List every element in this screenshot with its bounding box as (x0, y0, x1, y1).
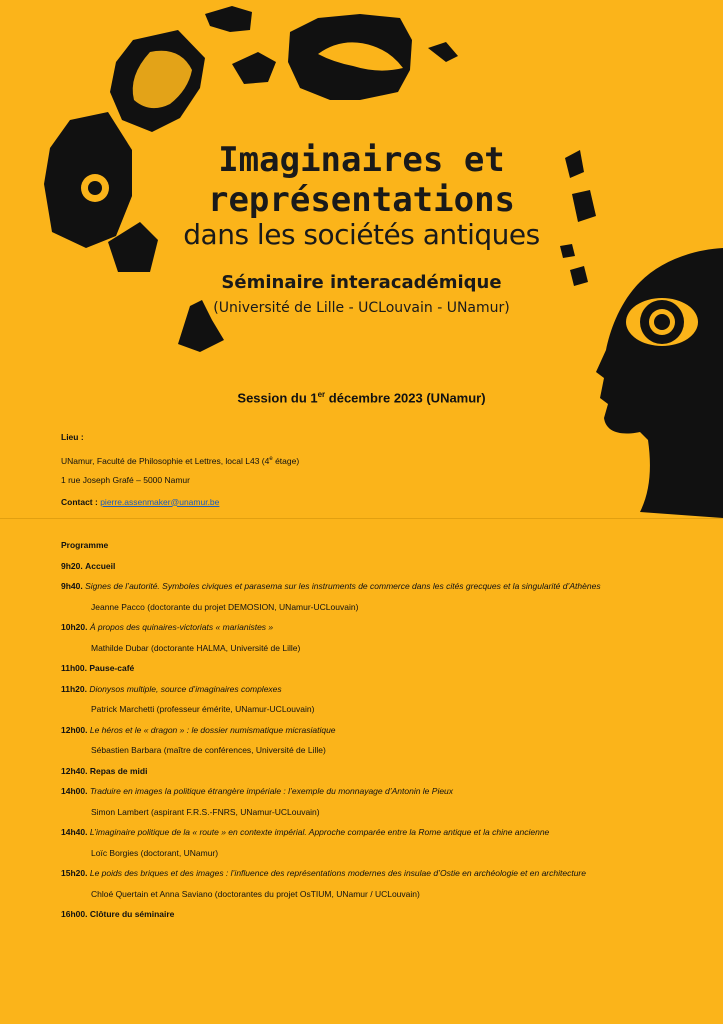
programme-time: 11h20. (61, 683, 87, 694)
programme-item (61, 786, 711, 807)
programme-speaker: Mathilde Dubar (doctorante HALMA, Université de Lille) (91, 642, 301, 653)
programme-title: Clôture du séminaire (89, 909, 175, 919)
programme-list (61, 561, 711, 930)
title-line-2: représentations (207, 180, 516, 220)
programme-speaker: Simon Lambert (aspirant F.R.S.-FNRS, UNamur-UCLouvain) (91, 806, 320, 817)
title-line-3: dans les sociétés antiques (183, 218, 540, 251)
programme-speaker: Sébastien Barbara (maître de conférences, Université de Lille) (91, 745, 326, 755)
programme-time: 15h20. (61, 868, 88, 878)
programme-time: 12h00. (61, 724, 88, 735)
programme-title: L’imaginaire politique de la « route » en contexte impérial. Approche comparée entre la Rome antique et la chine ancienne (89, 827, 550, 837)
seminar-subtitle: Séminaire interacadémique (221, 272, 502, 293)
programme-time: 14h40. (61, 827, 88, 837)
section-divider (0, 518, 723, 519)
programme-item (61, 561, 711, 582)
programme-time: 11h00. (61, 663, 87, 673)
programme-speaker: Jeanne Pacco (doctorante du projet DEMOSION, UNamur-UCLouvain) (91, 601, 359, 612)
contact-label: Contact : (61, 496, 101, 507)
pottery-sherd-2 (232, 52, 276, 84)
programme-title: Repas de midi (89, 765, 148, 776)
programme-title: Traduire en images la politique étrangère impériale : l’exemple du monnayage d’Antonin le Pieux (89, 786, 454, 796)
programme-heading: Programme (61, 540, 109, 550)
programme-item (61, 909, 711, 930)
programme-time: 10h20. (61, 622, 88, 632)
programme-title: Pause-café (89, 663, 135, 673)
programme-title: Dionysos multiple, source d’imaginaires complexes (89, 683, 282, 694)
programme-time: 16h00. (61, 909, 88, 919)
programme-time: 12h40. (61, 765, 88, 776)
pottery-sherd-3 (428, 42, 458, 62)
title-line-1: Imaginaires et (218, 140, 505, 180)
programme-item (61, 868, 711, 889)
venue-address-line-1: UNamur, Faculté de Philosophie et Lettres, local L43 (4e étage) (61, 455, 300, 466)
programme-item (61, 766, 711, 787)
programme-item (61, 725, 711, 746)
programme-speaker: Patrick Marchetti (professeur émérite, UNamur-UCLouvain) (91, 704, 315, 714)
programme-title: Le poids des briques et des images : l’influence des représentations modernes des insulae d’Ostie en archéologie et en architecture (89, 868, 586, 878)
programme-title: Le héros et le « dragon » : le dossier numismatique micrasiatique (89, 724, 336, 735)
programme-time: 9h40. (61, 581, 83, 591)
programme-title: Accueil (85, 560, 116, 571)
programme-time: 9h20. (61, 560, 83, 571)
programme-title: Signes de l’autorité. Symboles civiques et parasema sur les instruments de commerce dans les cités grecques et la singularité d’Athènes (85, 581, 601, 591)
venue-address-line-2: 1 rue Joseph Grafé – 5000 Namur (61, 475, 190, 485)
institutions-subtitle: (Université de Lille - UCLouvain - UNamur) (213, 300, 510, 316)
programme-time: 14h00. (61, 786, 88, 796)
pottery-sherd-1 (205, 6, 252, 32)
session-date: Session du 1er décembre 2023 (UNamur) (237, 390, 486, 406)
venue-block (61, 432, 299, 518)
programme-speaker: Chloé Quertain et Anna Saviano (doctorantes du projet OsTIUM, UNamur / UCLouvain) (91, 888, 420, 899)
programme-item (61, 663, 711, 684)
contact-email-link[interactable]: pierre.assenmaker@unamur.be (100, 496, 220, 507)
venue-label: Lieu : (61, 432, 84, 442)
programme (61, 540, 711, 930)
programme-title: À propos des quinaires-victoriats « marianistes » (89, 622, 274, 632)
main-title (0, 140, 723, 220)
programme-item (61, 581, 711, 602)
programme-speaker: Loïc Borgies (doctorant, UNamur) (91, 847, 219, 858)
programme-item (61, 684, 711, 705)
programme-item (61, 827, 711, 848)
programme-item (61, 622, 711, 643)
